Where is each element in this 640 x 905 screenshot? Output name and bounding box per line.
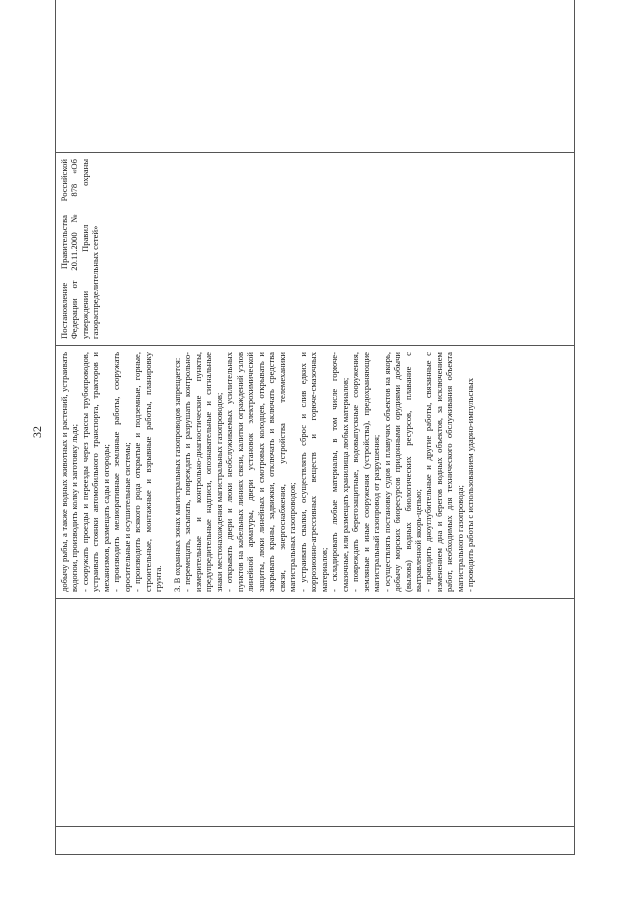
list-item: - производить мелиоративные земляные работы, сооружать оросительные и осушительные системы; [111, 352, 132, 592]
table-row [56, 0, 575, 855]
list-item: - устраивать свалки, осуществлять сброс и слив едких и коррозионно-агрессивных веществ и горюче-смазочных материалов; [297, 352, 329, 592]
list-item: - открывать двери и люки необслуживаемых усилительных пунктов на кабельных линиях связи, калитки ограждений узлов линейной арматуры, двери установок электрохимической защиты, люки линейных и смотровых колодцев, открывать и закрывать краны, задвижки, отключать и включать средства связи, энергоснабжения, устройства телемеханики магистральных газопроводов; [224, 352, 298, 592]
list-item: - производить всякого рода открытые и подземные, горные, строительные, монтажные и взрывные работы, планировку грунта. [132, 352, 164, 592]
list-item: - сооружать проезды и переезды через трассы трубопроводов, устраивать стоянки автомобильного транспорта, тракторов и механизмов, размещать сады и огороды; [79, 352, 111, 592]
intro-paragraph: добычу рыбы, а также водных животных и растений, устраивать водопои, производить колку и заготовку льда; [59, 352, 80, 592]
rotated-page [55, 55, 575, 855]
list-item: - проводить дноуглубительные и другие работы, связанные с изменением дна и берегов водных объектов, за исключением работ, необходимых для технического обслуживания объекта магистрального газопровода; [423, 352, 465, 592]
section-heading: 3. В охранных зонах магистральных газопроводов запрещается: [171, 357, 182, 592]
table-cell-empty [56, 599, 575, 827]
list-item: - повреждать берегозащитные, водовыпускные сооружения, земляные и иные сооружения (устройства), предохраняющие магистральный газопровод от разрушения; [350, 352, 382, 592]
table-cell-empty [56, 827, 575, 855]
list-item: - складировать любые материалы, в том числе горюче-смазочные, или размещать хранилища любых материалов; [329, 352, 350, 592]
table-cell-reference [56, 153, 575, 346]
table-cell-empty [56, 0, 575, 153]
list-item: - перемещать, засыпать, повреждать и разрушать контрольно-измерительные и контрольно-диагностические пункты, предупредительные надписи, опознавательные и сигнальные знаки местонахождения магистральных газопроводов; [182, 352, 224, 592]
page-number: 32 [30, 426, 44, 438]
document-table [55, 0, 575, 855]
reference-text: Постановление Правительства Российской Федерации от 20.11.2000 № 878 «Об утверждении Правил охраны газораспределительных сетей» [59, 159, 101, 339]
table-cell-main-text [56, 346, 575, 599]
list-item: - осуществлять постановку судов и плавучих объектов на якорь, добычу морских биоресурсов придонными орудиями добычи (вылова) водных биологических ресурсов, плавание с вытравленной якорь-цепью; [381, 352, 423, 592]
list-item: - проводить работы с использованием ударно-импульсных [465, 378, 476, 592]
